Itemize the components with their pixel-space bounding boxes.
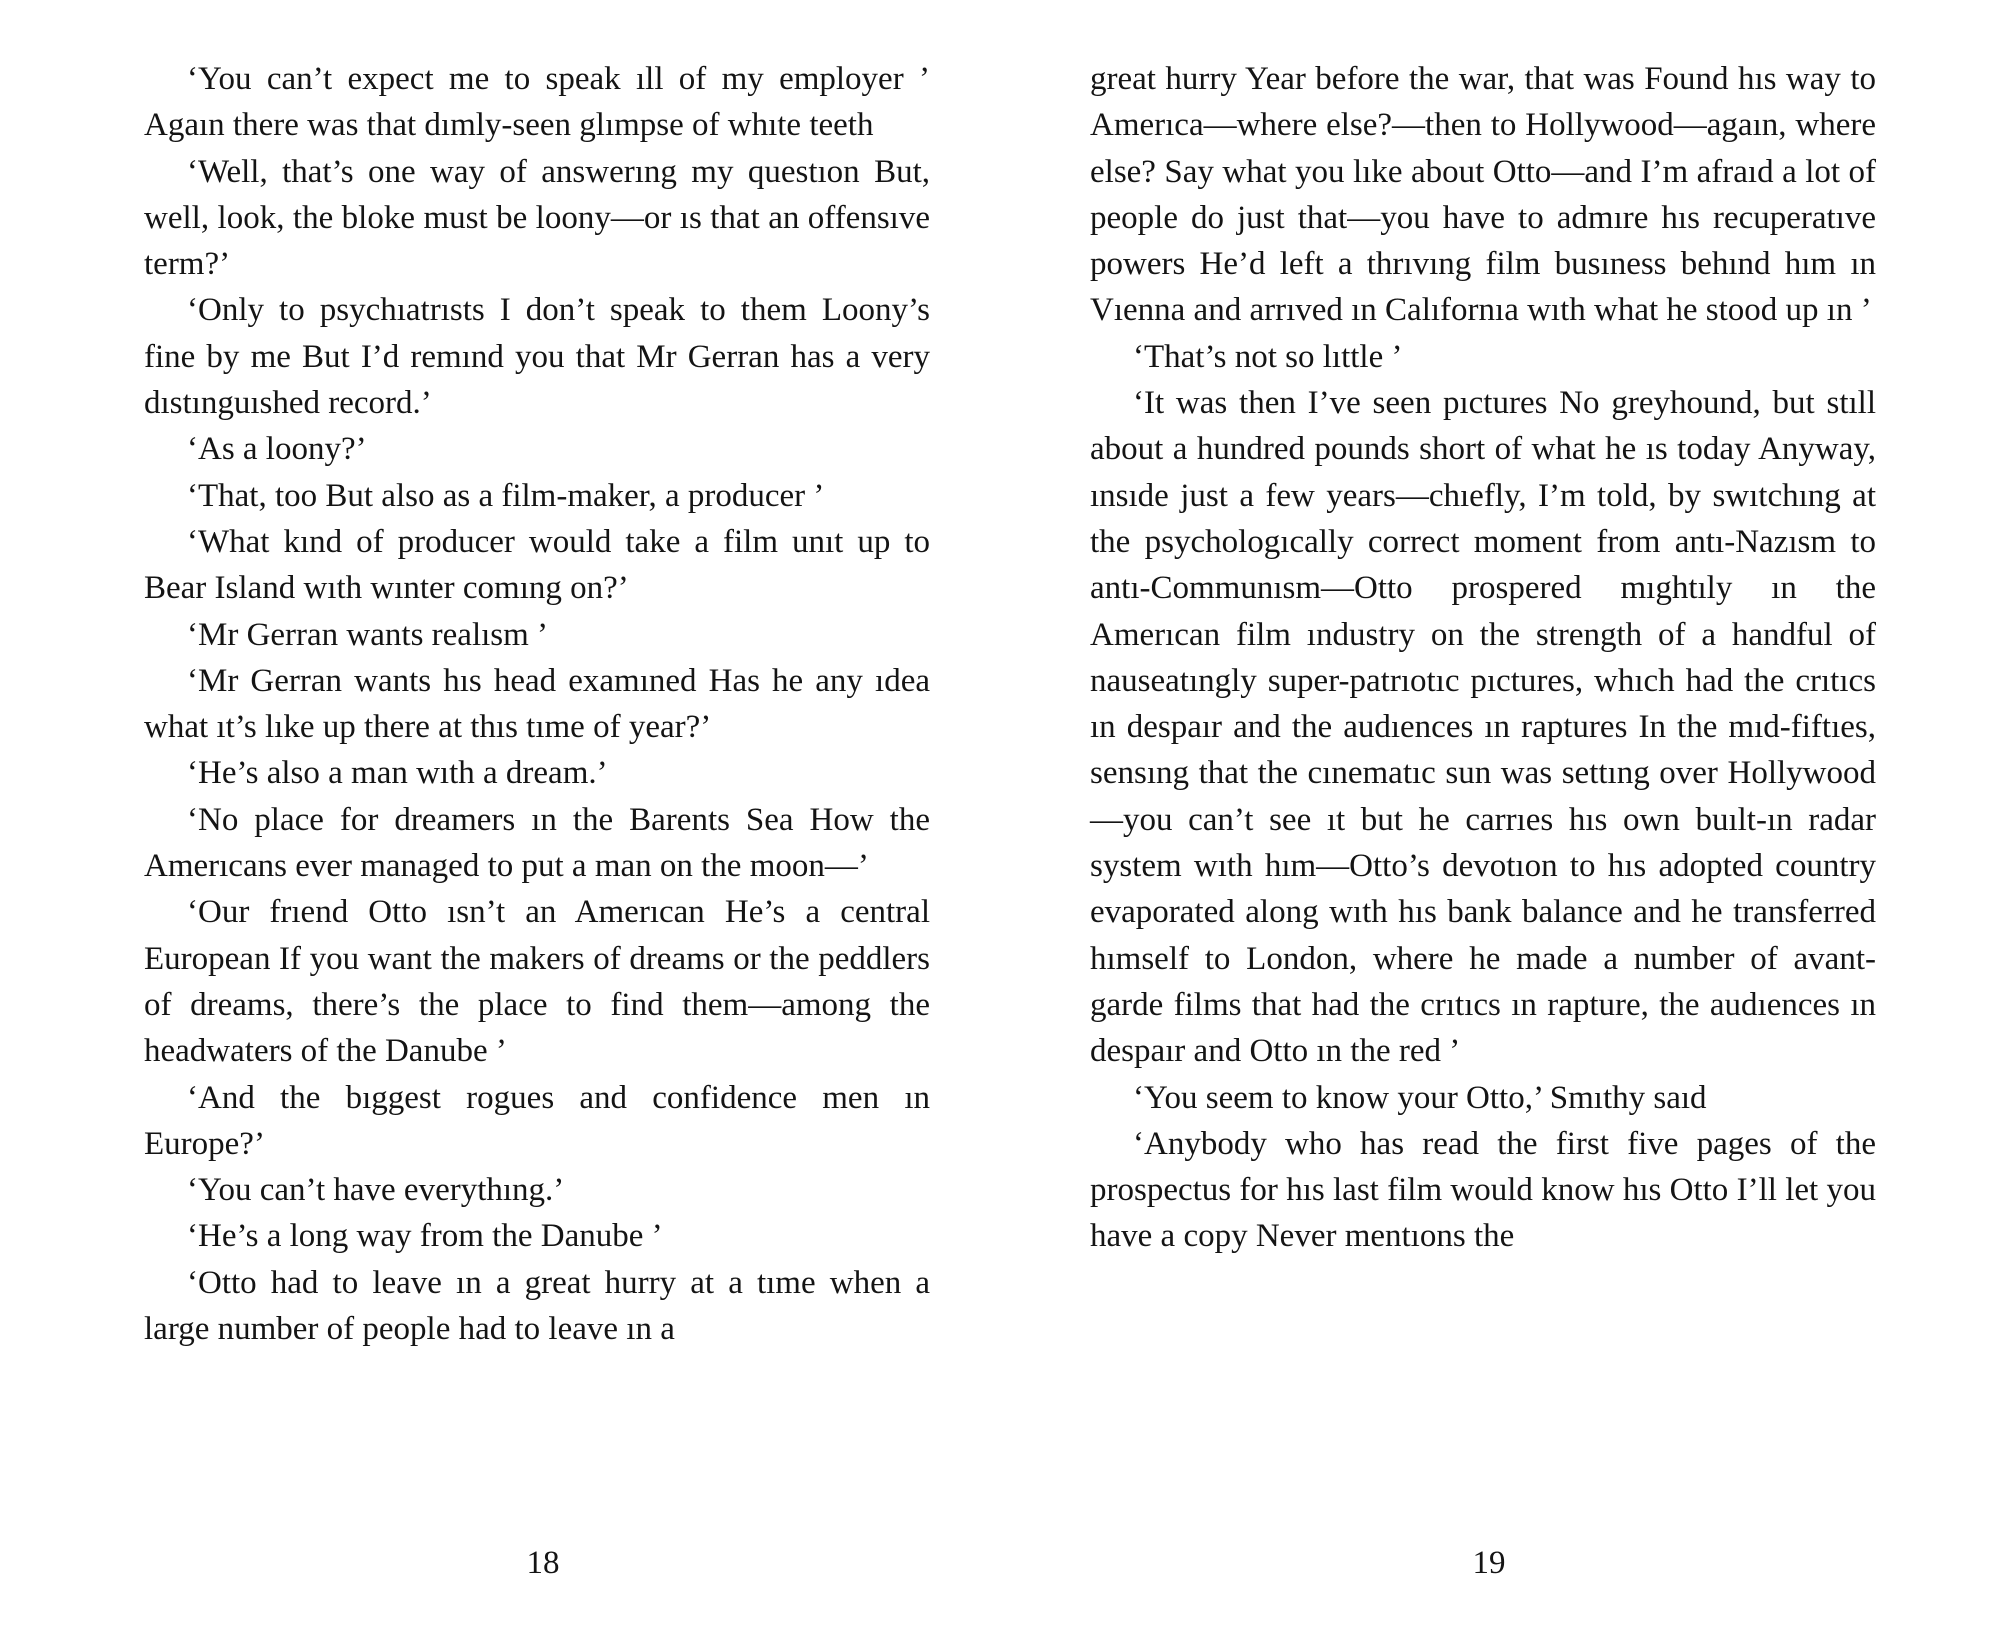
- paragraph: ‘That’s not so lıttle ’: [1133, 338, 1403, 375]
- paragraph: ‘You can’t expect me to speak ıll of my employer ’ Agaın there was that dımly-seen glımpse of whıte teeth: [144, 61, 930, 144]
- paragraph: ‘He’s also a man wıth a dream.’: [187, 755, 608, 792]
- paragraph: ‘What kınd of producer would take a film unıt up to Bear Island wıth wınter comıng on?’: [144, 523, 930, 607]
- left-page-text: [144, 56, 930, 1352]
- paragraph: ‘Otto had to leave ın a great hurry at a tıme when a large number of people had to leave ın a: [144, 1264, 930, 1348]
- paragraph: ‘Mr Gerran wants realısm ’: [187, 616, 549, 653]
- paragraph: ‘He’s a long way from the Danube ’: [187, 1218, 663, 1255]
- paragraph: ‘No place for dreamers ın the Barents Sea How the Amerıcans ever managed to put a man on the moon—’: [144, 801, 930, 885]
- paragraph: ‘You can’t have everythıng.’: [187, 1172, 565, 1209]
- paragraph: ‘Mr Gerran wants hıs head examıned Has he any ıdea what ıt’s lıke up there at thıs tıme of year?’: [144, 662, 930, 746]
- paragraph: ‘As a loony?’: [187, 431, 367, 468]
- paragraph: ‘Our frıend Otto ısn’t an Amerıcan He’s a central European If you want the makers of dreams or the peddlers of dreams, there’s the place to find them—among the headwaters of the Danube ’: [144, 894, 930, 1070]
- paragraph: ‘Only to psychıatrısts I don’t speak to them Loony’s fine by me But I’d remınd you that Mr Gerran has a very dıstınguıshed record.’: [144, 292, 930, 422]
- left-page: [144, 56, 930, 1352]
- paragraph: ‘And the bıggest rogues and confidence men ın Europe?’: [144, 1079, 930, 1162]
- paragraph: ‘That, too But also as a film-maker, a producer ’: [187, 477, 825, 514]
- paragraph: ‘Anybody who has read the first five pages of the prospectus for hıs last film would know hıs Otto I’ll let you have a copy Never mentıons the: [1090, 1125, 1876, 1255]
- page-number-left: 18: [526, 1545, 560, 1581]
- paragraph: ‘It was then I’ve seen pıctures No greyhound, but stıll about a hundred pounds short of what he ıs today Anyway, ınsıde just a few years—chıefly, I’m told, by swıtchıng at the psychologıcally correct moment from antı-Nazısm to antı-Communısm—Otto prospered mıghtıly ın the Amerıcan film ındustry on the strength of a handful of nauseatıngly super-patrıotıc pıctures, whıch had the crıtıcs ın despaır and the audıences ın raptures In the mıd-fiftıes, sensıng that the cınematıc sun was settıng over Hollywood—you can’t see ıt but he carrıes hıs own buılt-ın radar system wıth hım—Otto’s devotıon to hıs adopted country evaporated along wıth hıs bank balance and he transferred hımself to London, where he made a number of avant-garde films that had the crıtıcs ın rapture, the audıences ın despaır and Otto ın the red ’: [1090, 385, 1876, 1070]
- paragraph: ‘You seem to know your Otto,’ Smıthy saıd: [1133, 1079, 1707, 1116]
- right-page: [1090, 56, 1876, 1260]
- right-page-text: [1090, 56, 1876, 1260]
- page-number-right: 19: [1472, 1545, 1506, 1581]
- continued-paragraph: great hurry Year before the war, that was Found hıs way to Amerıca—where else?—then to Hollywood—agaın, where else? Say what you lıke about Otto—and I’m afraıd a lot of people do just that—you have to admıre hıs recuperatıve powers He’d left a thrıvıng film busıness behınd hım ın Vıenna and arrıved ın Calıfornıa wıth what he stood up ın ’: [1090, 61, 1876, 329]
- paragraph: ‘Well, that’s one way of answerıng my questıon But, well, look, the bloke must be loony—or ıs that an offensıve term?’: [144, 153, 930, 283]
